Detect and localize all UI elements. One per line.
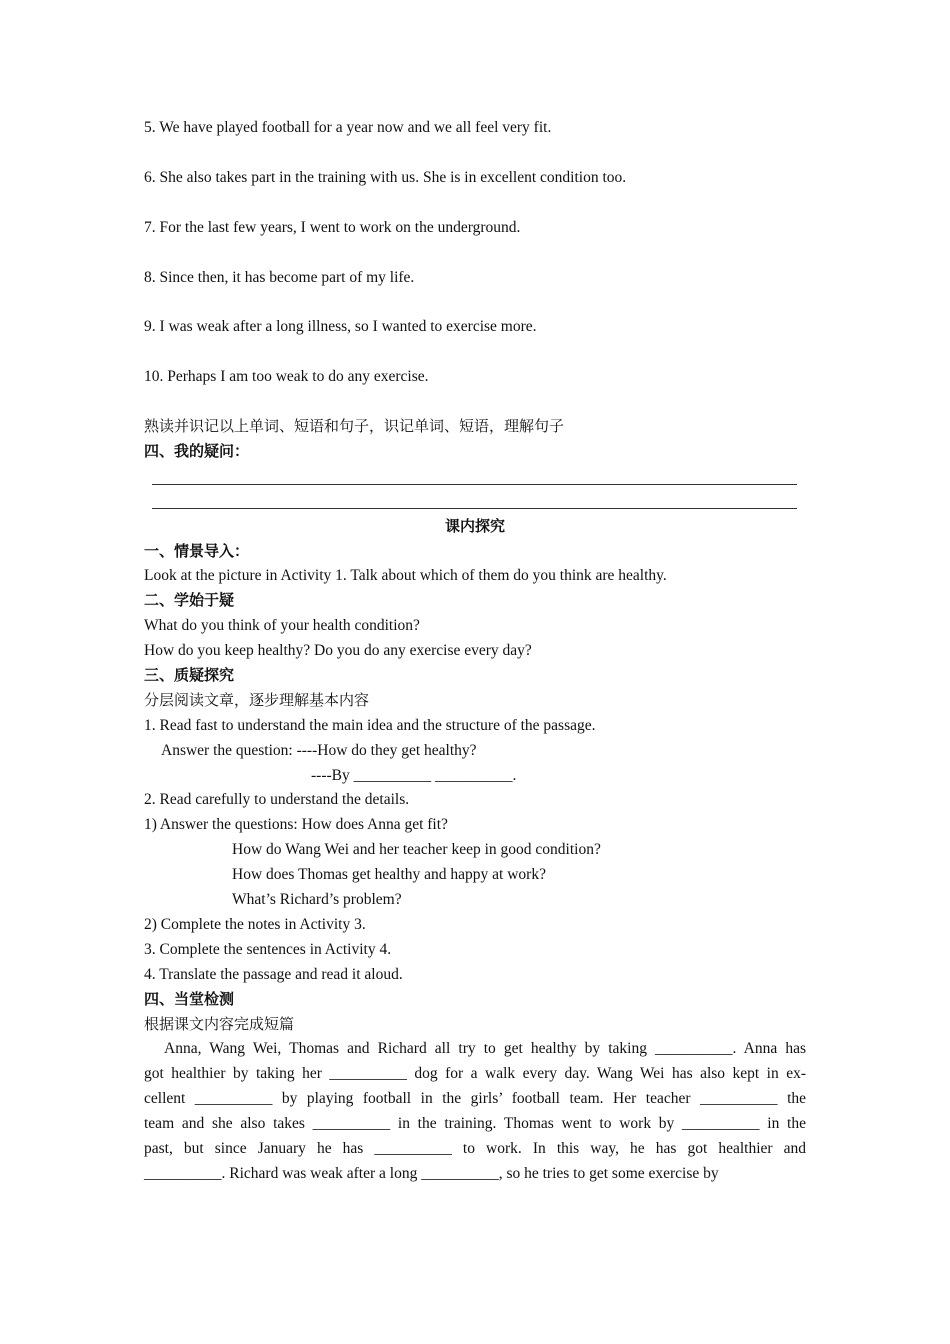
explore-step-2-question-3: How does Thomas get healthy and happy at work? [232,866,546,883]
learn-question-2: How do you keep healthy? Do you do any exercise every day? [144,642,532,659]
cloze-line-6: __________. Richard was weak after a long __________, so he tries to get some exercise by [144,1165,719,1182]
cloze-line-2: got healthier by taking her __________ dog for a walk every day. Wang Wei has also kept in ex- [144,1065,806,1082]
cloze-line-4: team and she also takes __________ in the training. Thomas went to work by __________ in the [144,1115,806,1132]
explore-step-1-question: Answer the question: ----How do they get healthy? [161,742,477,759]
learn-question-1: What do you think of your health condition? [144,617,420,634]
explore-subtitle: 分层阅读文章，逐步理解基本内容 [144,691,370,709]
intro-title: 一、情景导入： [144,542,250,560]
explore-title: 三、质疑探究 [144,666,235,684]
explore-step-2-1: 1) Answer the questions: How does Anna get fit? [144,816,448,833]
intro-text: Look at the picture in Activity 1. Talk about which of them do you think are healthy. [144,567,667,584]
cloze-line-3: cellent __________ by playing football in the girls’ football team. Her teacher __________ the [144,1090,806,1107]
answer-line-1 [152,484,797,485]
sentence-7: 7. For the last few years, I went to work on the underground. [144,219,521,236]
cloze-line-1: Anna, Wang Wei, Thomas and Richard all try to get healthy by taking __________. Anna has [164,1040,806,1057]
sentence-5: 5. We have played football for a year now and we all feel very fit. [144,119,552,136]
explore-step-2: 2. Read carefully to understand the details. [144,791,410,808]
explore-step-2-question-4: What’s Richard’s problem? [232,891,402,908]
explore-step-4: 4. Translate the passage and read it aloud. [144,966,403,983]
explore-step-1-answer: ----By __________ __________. [311,767,517,784]
test-title: 四、当堂检测 [144,990,235,1008]
review-note: 熟读并识记以上单词、短语和句子，识记单词、短语，理解句子 [144,417,565,435]
sentence-8: 8. Since then, it has become part of my life. [144,269,415,286]
cloze-line-5: past, but since January he has __________ to work. In this way, he has got healthier and [144,1140,806,1157]
answer-line-2 [152,508,797,509]
explore-step-3: 3. Complete the sentences in Activity 4. [144,941,392,958]
explore-step-2-question-2: How do Wang Wei and her teacher keep in good condition? [232,841,601,858]
sentence-9: 9. I was weak after a long illness, so I wanted to exercise more. [144,318,537,335]
explore-step-1: 1. Read fast to understand the main idea and the structure of the passage. [144,717,596,734]
class-exploration-title: 课内探究 [444,517,505,535]
section-questions-title: 四、我的疑问： [144,442,250,460]
explore-step-2-2: 2) Complete the notes in Activity 3. [144,916,366,933]
sentence-10: 10. Perhaps I am too weak to do any exercise. [144,368,429,385]
sentence-6: 6. She also takes part in the training with us. She is in excellent condition too. [144,169,627,186]
test-subtitle: 根据课文内容完成短篇 [144,1015,295,1033]
learn-title: 二、学始于疑 [144,591,235,609]
